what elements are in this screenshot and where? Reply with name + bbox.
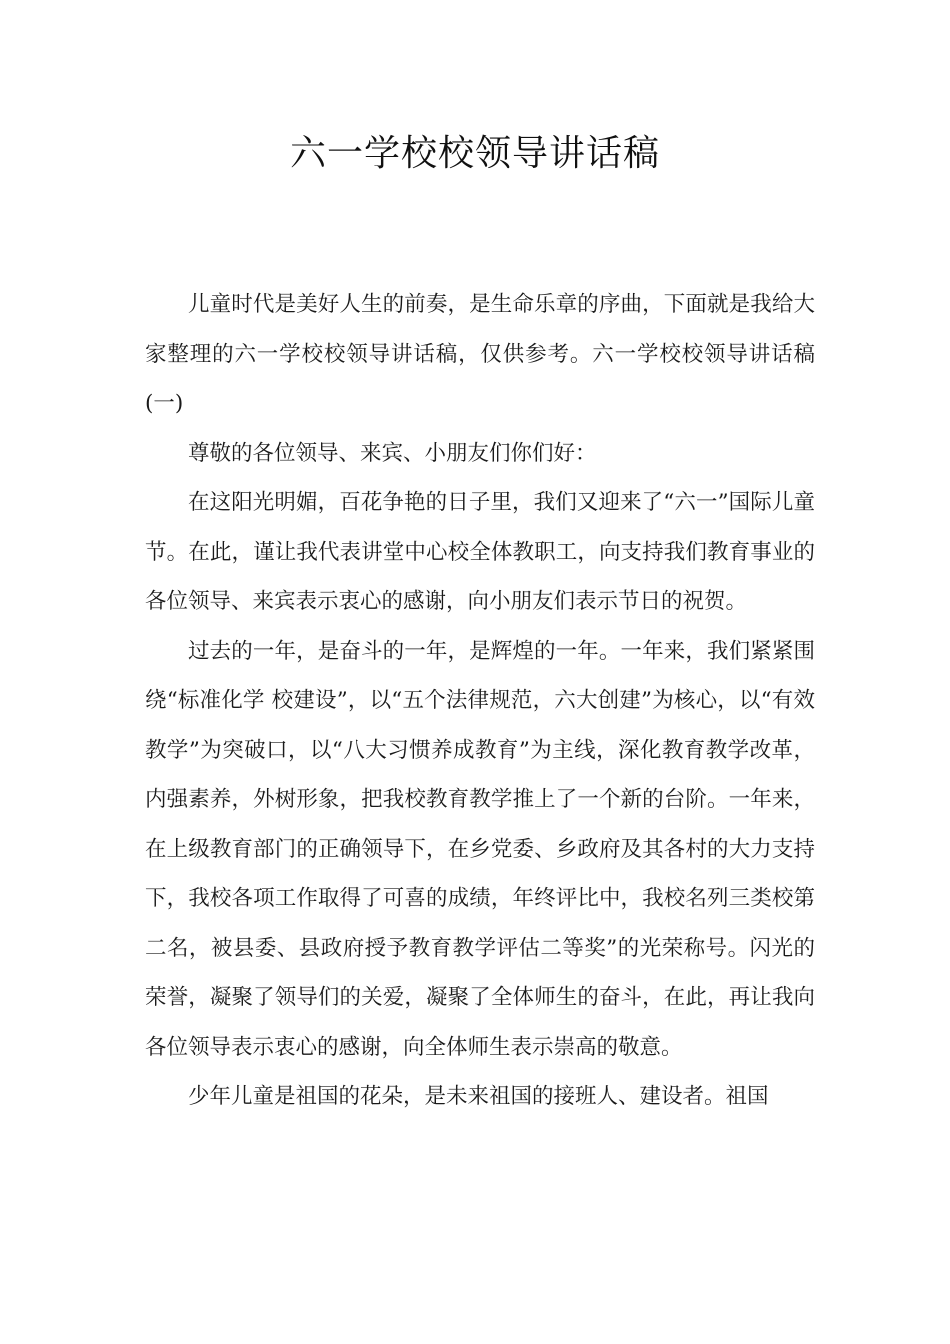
paragraph-children: 少年儿童是祖国的花朵，是未来祖国的接班人、建设者。祖国 (188, 1084, 769, 1109)
paragraph-festival: 在这阳光明媚，百花争艳的日子里，我们又迎来了“六一”国际儿童节。在此，谨让我代表讲堂中心校全体教职工，向支持我们教育事业的各位领导、来宾表示衷心的感谢，向小朋友们表示节日的祝贺。 (145, 490, 815, 614)
document-body (145, 280, 815, 1122)
paragraph-greeting: 尊敬的各位领导、来宾、小朋友们你们好： (188, 440, 597, 466)
paragraph-intro: 儿童时代是美好人生的前奏，是生命乐章的序曲，下面就是我给大家整理的六一学校校领导讲话稿，仅供参考。六一学校校领导讲话稿(一) (145, 292, 815, 416)
paragraph-review: 过去的一年，是奋斗的一年，是辉煌的一年。一年来，我们紧紧围绕“标准化学 校建设”，以“五个法律规范，六大创建”为核心，以“有效教学”为突破口，以“八大习惯养成教育”为主线，深化教育教学改革，内强素养，外树形象，把我校教育教学推上了一个新的台阶。一年来，在上级教育部门的正确领导下，在乡党委、乡政府及其各村的大力支持下，我校各项工作取得了可喜的成绩，年终评比中，我校名列三类校第二名，被县委、县政府授予教育教学评估二等奖”的光荣称号。闪光的荣誉，凝聚了领导们的关爱，凝聚了全体师生的奋斗，在此，再让我向各位领导表示衷心的感谢，向全体师生表示崇高的敬意。 (145, 638, 815, 1060)
document-title: 六一学校校领导讲话稿 (289, 133, 660, 174)
